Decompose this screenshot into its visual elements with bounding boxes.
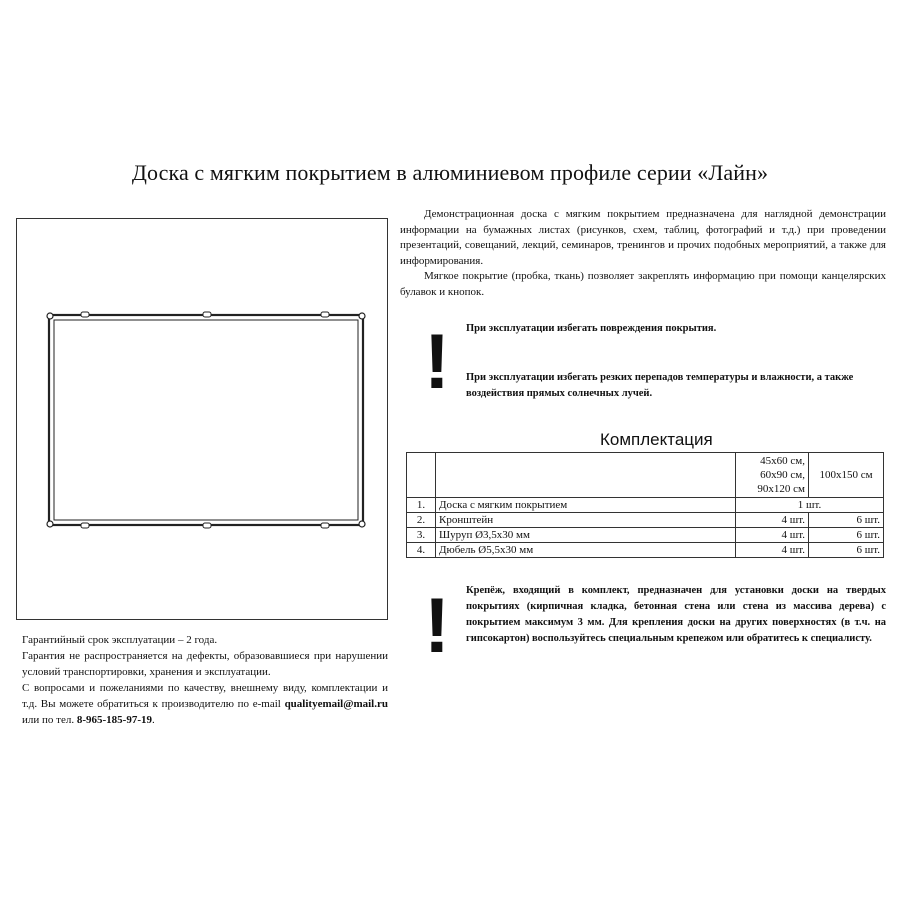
table-cell: 3.	[407, 528, 436, 543]
phone-number: 8-965-185-97-19	[76, 714, 152, 726]
warning-text: При эксплуатации избегать резких перепадов температуры и влажности, а также воздействия прямых солнечных лучей.	[466, 372, 854, 399]
board-illustration	[17, 219, 389, 621]
table-cell: Дюбель Ø5,5х30 мм	[436, 543, 736, 558]
table-cell: 6 шт.	[809, 543, 884, 558]
table-cell: 6 шт.	[809, 513, 884, 528]
table-row	[407, 528, 884, 543]
bracket	[203, 523, 211, 528]
warranty-contact-text: или по тел.	[22, 714, 77, 726]
warranty-contact-text: С вопросами и пожеланиями по качеству, внешнему виду, комплектации и т.д. Вы можете обратиться к производителю по e-mail	[22, 682, 388, 710]
corner-cap	[47, 521, 53, 527]
board-inner-surface	[54, 320, 358, 520]
table-row	[407, 513, 884, 528]
corner-cap	[359, 521, 365, 527]
warranty-line: Гарантийный срок эксплуатации – 2 года.	[22, 634, 218, 646]
kit-title: Комплектация	[600, 430, 713, 449]
description-paragraph: Демонстрационная доска с мягким покрытием предназначена для наглядной демонстрации информации на бумажных листах (рисунков, схем, таблиц, фотографий и т.д.) при проведении презентаций, совещаний, лекций, семинаров, тренингов и прочих подобных мероприятий, а также для информирования.	[400, 208, 886, 267]
table-cell: Доска с мягким покрытием	[436, 498, 736, 513]
warning-text: Крепёж, входящий в комплект, предназначен для установки доски на твердых покрытиях (кирпичная кладка, бетонная стена или стена из массива дерева) с покрытием максимум 3 мм. Для крепления доски на других поверхностях (в т.ч. на гипсокартон) воспользуйтесь специальным крепежом или обратитесь к специалисту.	[466, 585, 886, 644]
table-cell: Шуруп Ø3,5х30 мм	[436, 528, 736, 543]
bracket	[321, 523, 329, 528]
description	[400, 207, 886, 300]
page-title: Доска с мягким покрытием в алюминиевом профиле серии «Лайн»	[131, 160, 769, 185]
kit-table	[406, 452, 884, 558]
bracket	[81, 312, 89, 317]
bracket	[321, 312, 329, 317]
table-cell: 4 шт.	[736, 543, 809, 558]
table-cell: Кронштейн	[436, 513, 736, 528]
email-address: qualityemail@mail.ru	[284, 698, 388, 710]
table-cell: 4 шт.	[736, 528, 809, 543]
table-row	[407, 543, 884, 558]
warranty-line: Гарантия не распространяется на дефекты, образовавшиеся при нарушении условий транспортировки, хранения и эксплуатации.	[22, 650, 388, 678]
table-header-row	[407, 453, 884, 498]
table-header-cell	[407, 453, 436, 498]
corner-cap	[359, 313, 365, 319]
table-header-cell: 100х150 см	[809, 453, 884, 498]
corner-cap	[47, 313, 53, 319]
table-cell: 4 шт.	[736, 513, 809, 528]
warning-icon: !	[424, 317, 450, 405]
table-header-cell	[436, 453, 736, 498]
description-paragraph: Мягкое покрытие (пробка, ткань) позволяет закреплять информацию при помощи канцелярских булавок и кнопок.	[400, 270, 886, 298]
bracket	[203, 312, 211, 317]
warning-text: При эксплуатации избегать повреждения покрытия.	[466, 323, 717, 334]
warranty-contact	[22, 680, 388, 728]
table-row	[407, 498, 884, 513]
warranty-info	[22, 632, 388, 728]
table-cell: 1.	[407, 498, 436, 513]
table-cell: 4.	[407, 543, 436, 558]
bracket	[81, 523, 89, 528]
warranty-contact-text: .	[151, 714, 155, 726]
table-header-cell: 45х60 см, 60х90 см, 90х120 см	[736, 453, 809, 498]
product-image-frame	[16, 218, 388, 620]
table-cell: 1 шт.	[736, 498, 884, 513]
table-cell: 6 шт.	[809, 528, 884, 543]
warning-icon: !	[424, 581, 450, 669]
table-cell: 2.	[407, 513, 436, 528]
